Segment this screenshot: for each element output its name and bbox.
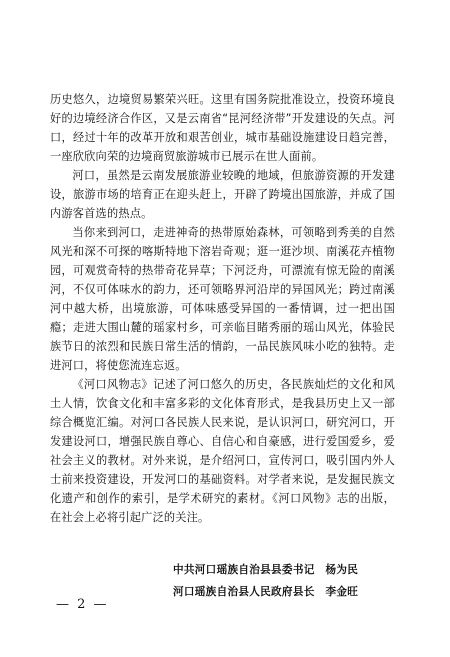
- paragraph-3: 当你来到河口，走进神奇的热带原始森林，可领略到秀美的自然风光和深不可探的喀斯特地下溶岩奇观；逛一逛沙坝、南溪花卉植物园，可观赏奇特的热带奇花异草；下河泛舟，可漂流有惊无险的南溪河，不仅可体味水的韵力，还可领略界河沿岸的异国风光；跨过南溪河中越大桥，出境旅游，可体味感受异国的一番情调，过一把出国瘾；走进大围山麓的瑶家村乡，可亲临目睹秀丽的瑶山风光，体验民族节日的浓烈和民族日常生活的情韵，一品民族风味小吃的独特。走进河口，将使您流连忘返。: [50, 226, 395, 372]
- signature-party-secretary: 中共河口瑶族自治县县委书记 杨为民: [173, 564, 359, 576]
- paragraph-1: 历史悠久，边境贸易繁荣兴旺。这里有国务院批准设立，投资环境良好的边境经济合作区，又是云南省“昆河经济带”开发建设的矢点。河口，经过十年的改革开放和艰苦创业，城市基础设施建设日趋完善，一座欣欣向荣的边境商贸旅游城市已展示在世人面前。: [50, 93, 395, 163]
- paragraph-2: 河口，虽然是云南发展旅游业较晚的地域，但旅游资源的开发建设，旅游市场的培育正在迎头赶上，开辟了跨境出国旅游，并成了国内游客首选的热点。: [50, 169, 395, 220]
- paragraph-4: 《河口风物志》记述了河口悠久的历史，各民族灿烂的文化和风土人情，饮食文化和丰富多彩的文化体育形式，是我县历史上又一部综合概览汇编。对河口各民族人民来说，是认识河口，研究河口，开发建设河口，增强民族自尊心、自信心和自豪感，进行爱国爱乡，爱社会主义的教材。对外来说，是介绍河口，宣传河口，吸引国内外人士前来投资建设，开发河口的基础资料。对学者来说，是发掘民族文化遗产和创作的索引，是学术研究的素材。《河口风物》志的出版，在社会上必将引起广泛的关注。: [50, 378, 395, 524]
- signature-county-head: 河口瑶族自治县人民政府县长 李金旺: [173, 586, 359, 598]
- page-number: — 2 —: [56, 597, 109, 612]
- preface-body: [50, 90, 395, 527]
